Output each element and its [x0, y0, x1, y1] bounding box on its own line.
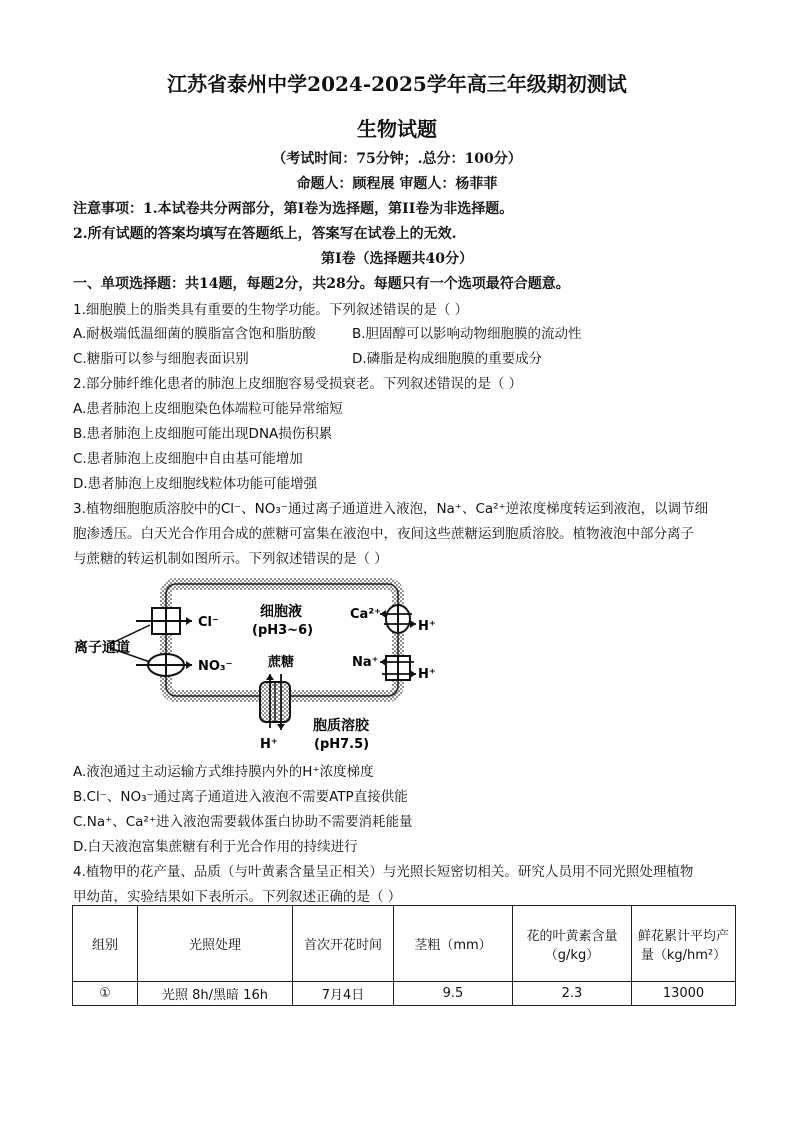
section-heading: 一、单项选择题：共14题，每题2分，共28分。每题只有一个选项最符合题意。	[73, 276, 570, 292]
q1-stem: 1.细胞膜上的脂类具有重要的生物学功能。下列叙述错误的是（ ）	[73, 302, 469, 318]
q3-stem-line-3: 与蔗糖的转运机制如图所示。下列叙述错误的是（ ）	[73, 551, 388, 567]
exam-title: 江苏省泰州中学2024-2025学年高三年级期初测试	[167, 72, 627, 96]
q3-option-d: D.白天液泡富集蔗糖有利于光合作用的持续进行	[73, 839, 358, 855]
q1-option-a: A.耐极端低温细菌的膜脂富含饱和脂肪酸	[73, 326, 316, 342]
sucrose-label: 蔗糖	[268, 655, 295, 670]
table-cell: ①	[73, 982, 138, 1006]
q3-option-c: C.Na⁺、Ca²⁺进入液泡需要载体蛋白协助不需要消耗能量	[73, 814, 413, 830]
q2-option-c: C.患者肺泡上皮细胞中自由基可能增加	[73, 451, 303, 467]
notice-line-2: 2.所有试题的答案均填写在答题纸上，答案写在试卷上的无效.	[73, 226, 457, 242]
cell-sap-ph: (pH3~6)	[252, 623, 314, 638]
na-label: Na⁺	[352, 655, 379, 670]
table-header-row	[73, 906, 736, 982]
cytosol-label: 胞质溶胶	[313, 718, 369, 734]
exam-subtitle: 生物试题	[357, 117, 437, 141]
ca-label: Ca²⁺	[350, 607, 381, 622]
q2-stem: 2.部分肺纤维化患者的肺泡上皮细胞容易受损衰老。下列叙述错误的是（ ）	[73, 376, 523, 392]
q1-option-b: B.胆固醇可以影响动物细胞膜的流动性	[352, 326, 582, 342]
exam-authors: 命题人：顾程展 审题人：杨菲菲	[296, 176, 498, 192]
h-label-2: H⁺	[418, 667, 436, 682]
no3-label: NO₃⁻	[198, 659, 233, 674]
exam-time-info: （考试时间：75分钟；.总分：100分）	[272, 151, 522, 167]
table-header-cell: 鲜花累计平均产量（kg/hm²）	[632, 906, 736, 982]
na-antiporter	[380, 656, 416, 680]
cl-label: Cl⁻	[198, 615, 219, 630]
table-cell: 13000	[632, 982, 736, 1006]
ion-channel-label: 离子通道	[74, 640, 130, 656]
q2-option-b: B.患者肺泡上皮细胞可能出现DNA损伤积累	[73, 426, 333, 442]
q1-option-d: D.磷脂是构成细胞膜的重要成分	[352, 351, 543, 367]
q4-stem-line-2: 甲幼苗，实验结果如下表所示。下列叙述正确的是（ ）	[73, 889, 402, 905]
table-cell: 9.5	[394, 982, 513, 1006]
table-header-cell: 花的叶黄素含量（g/kg）	[513, 906, 632, 982]
table-header-cell: 茎粗（mm）	[394, 906, 513, 982]
cl-channel	[136, 608, 192, 634]
q3-option-b: B.Cl⁻、NO₃⁻通过离子通道进入液泡不需要ATP直接供能	[73, 789, 408, 805]
q3-stem-line-1: 3.植物细胞胞质溶胶中的Cl⁻、NO₃⁻通过离子通道进入液泡，Na⁺、Ca²⁺逆浓度梯度转运到液泡，以调节细	[73, 501, 709, 517]
q3-stem-line-2: 胞渗透压。白天光合作用合成的蔗糖可富集在液泡中，夜间这些蔗糖运到胞质溶胶。植物液泡中部分离子	[73, 526, 694, 542]
table-cell: 光照 8h/黑暗 16h	[138, 982, 293, 1006]
table-header-cell: 首次开花时间	[293, 906, 394, 982]
table-cell: 7月4日	[293, 982, 394, 1006]
vacuole-membrane	[166, 584, 398, 696]
q4-stem-line-1: 4.植物甲的花产量、品质（与叶黄素含量呈正相关）与光照长短密切相关。研究人员用不同光照处理植物	[73, 864, 694, 880]
part-1-heading: 第I卷（选择题共40分）	[320, 251, 474, 267]
table-header-cell: 组别	[73, 906, 138, 982]
q3-option-a: A.液泡通过主动运输方式维持膜内外的H⁺浓度梯度	[73, 764, 374, 780]
q2-option-d: D.患者肺泡上皮细胞线粒体功能可能增强	[73, 476, 318, 492]
notice-line-1: 注意事项：1.本试卷共分两部分，第I卷为选择题，第II卷为非选择题。	[73, 201, 514, 217]
h-label-1: H⁺	[418, 619, 436, 634]
sucrose-transporter	[260, 674, 290, 730]
q1-option-c: C.糖脂可以参与细胞表面识别	[73, 351, 249, 367]
vacuole-transport-diagram	[70, 570, 450, 755]
results-table	[72, 905, 736, 1006]
table-cell: 2.3	[513, 982, 632, 1006]
h-label-3: H⁺	[260, 737, 278, 752]
q2-option-a: A.患者肺泡上皮细胞染色体端粒可能异常缩短	[73, 401, 343, 417]
cell-sap-label: 细胞液	[260, 604, 302, 620]
cytosol-ph: (pH7.5)	[314, 737, 370, 752]
ca-antiporter	[380, 605, 416, 633]
table-row	[73, 982, 736, 1006]
table-header-cell: 光照处理	[138, 906, 293, 982]
